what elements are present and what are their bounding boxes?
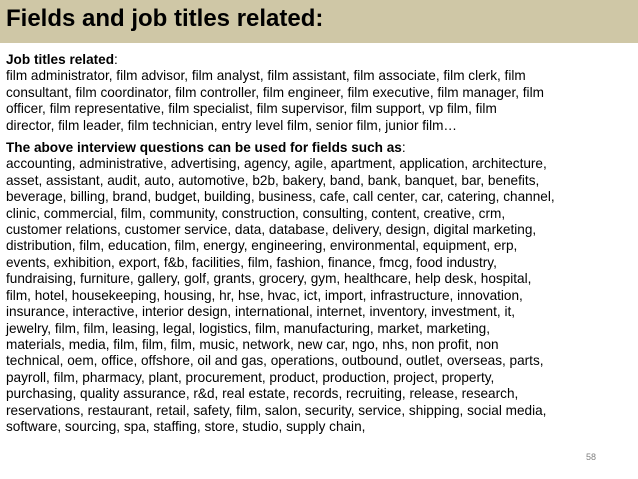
fields-line: events, exhibition, export, f&b, facilities, film, fashion, finance, fmcg, food industry, (6, 254, 497, 270)
fields-line: film, hotel, housekeeping, housing, hr, hse, hvac, ict, import, infrastructure, innovation, (6, 287, 523, 303)
job-titles-line: officer, film representative, film specialist, film supervisor, film support, vp film, film (6, 101, 497, 117)
fields-line: technical, oem, office, offshore, oil and gas, operations, outbound, outlet, overseas, parts, (6, 353, 544, 369)
fields-line: beverage, billing, brand, budget, building, business, cafe, call center, car, catering, channel, (6, 189, 555, 205)
fields-line: accounting, administrative, advertising, agency, agile, apartment, application, architecture, (6, 156, 547, 172)
job-titles-colon: : (114, 52, 118, 67)
page-number: 58 (586, 452, 597, 462)
job-titles-line: director, film leader, film technician, entry level film, senior film, junior film… (6, 117, 458, 133)
fields-line: software, sourcing, spa, staffing, store, studio, supply chain, (6, 418, 366, 434)
fields-line: customer relations, customer service, data, database, delivery, design, digital marketing, (6, 222, 537, 238)
slide-title: Fields and job titles related: (6, 5, 324, 32)
fields-heading: The above interview questions can be used for fields such as (6, 140, 402, 156)
job-titles-heading: Job titles related (6, 52, 115, 67)
slide-content (6, 52, 634, 435)
fields-heading-line (6, 140, 634, 156)
job-titles-heading-line (6, 52, 634, 68)
fields-line: jewelry, film, film, leasing, legal, logistics, film, manufacturing, market, marketing, (6, 320, 490, 336)
title-bar (0, 0, 638, 43)
fields-line: purchasing, quality assurance, r&d, real estate, records, recruiting, release, research, (6, 386, 519, 402)
job-titles-line: consultant, film coordinator, film controller, film engineer, film executive, film manager, film (6, 84, 544, 100)
fields-line: materials, media, film, film, film, music, network, new car, ngo, nhs, non profit, non (6, 336, 499, 352)
job-titles-line: film administrator, film advisor, film analyst, film assistant, film associate, film clerk, film (6, 68, 526, 84)
fields-line: asset, assistant, audit, auto, automotive, b2b, bakery, band, bank, banquet, bar, benefits, (6, 172, 540, 188)
fields-line: distribution, film, education, film, energy, engineering, environmental, equipment, erp, (6, 238, 518, 254)
fields-line: clinic, commercial, film, community, construction, consulting, content, creative, crm, (6, 205, 506, 221)
fields-line: fundraising, furniture, gallery, golf, grants, grocery, gym, healthcare, help desk, hospital, (6, 271, 532, 287)
fields-line: reservations, restaurant, retail, safety, film, salon, security, service, shipping, social media, (6, 402, 547, 418)
fields-line: insurance, interactive, interior design, international, internet, inventory, investment, it, (6, 304, 516, 320)
fields-line: payroll, film, pharmacy, plant, procurement, product, production, project, property, (6, 369, 495, 385)
fields-colon: : (401, 140, 406, 156)
